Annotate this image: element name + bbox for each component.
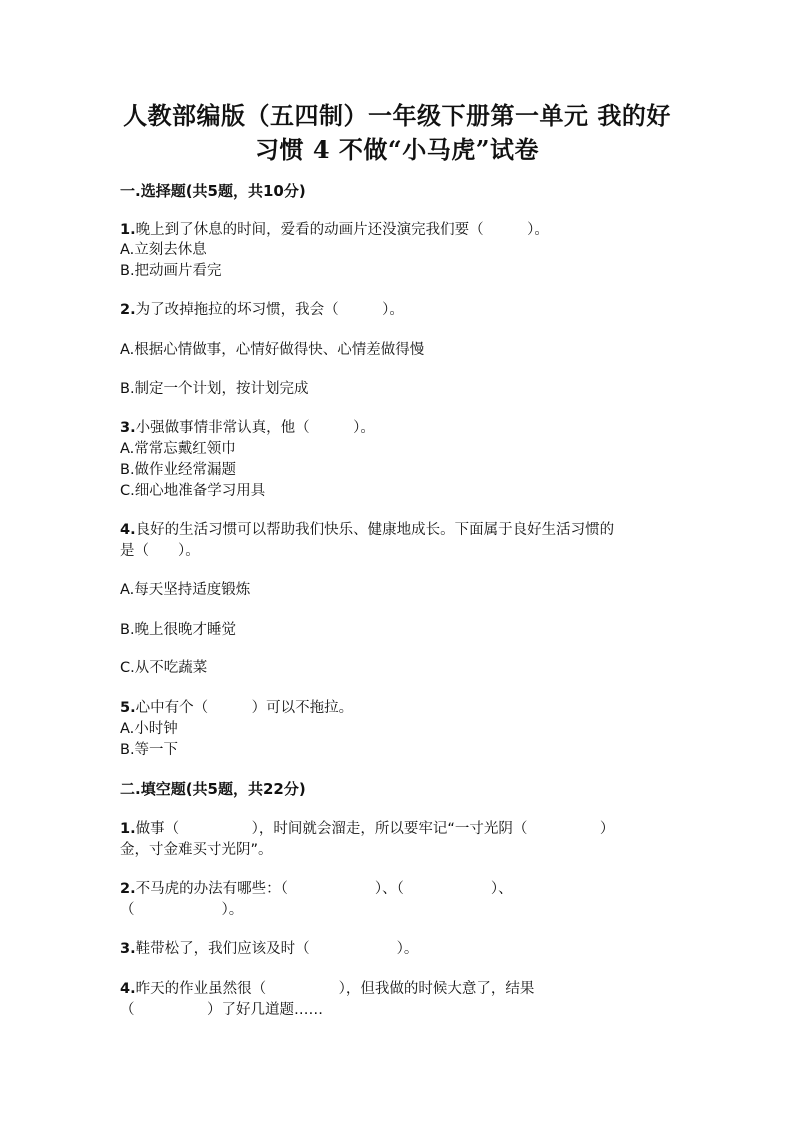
question-number: 2. <box>120 881 136 897</box>
option-c: C.细心地准备学习用具 <box>120 483 266 499</box>
question-text: 为了改掉拖拉的坏习惯，我会（ ）。 <box>135 302 404 318</box>
option-c: C.从不吃蔬菜 <box>120 660 208 676</box>
option-b: B.制定一个计划，按计划完成 <box>120 381 309 397</box>
question-4-continued: 是（ ）。 <box>120 543 200 559</box>
question-2 <box>120 298 404 319</box>
section-heading-fill-in: 二.填空题(共5题，共22分) <box>120 780 306 798</box>
question-text: 不马虎的办法有哪些：（ ）、（ ）、 <box>135 881 513 897</box>
question-number: 5. <box>120 700 136 716</box>
question-4 <box>120 518 614 539</box>
question-text: 昨天的作业虽然很（ ），但我做的时候大意了，结果 <box>135 981 535 997</box>
option-a: A.每天坚持适度锻炼 <box>120 582 251 598</box>
question-3 <box>120 416 375 437</box>
question-text: 鞋带松了，我们应该及时（ ）。 <box>135 941 419 957</box>
fill-question-1-continued: 金，寸金难买寸光阴”。 <box>120 842 273 858</box>
fill-question-3 <box>120 937 418 958</box>
fill-question-1 <box>120 817 614 838</box>
option-b: B.做作业经常漏题 <box>120 462 237 478</box>
question-number: 3. <box>120 941 136 957</box>
fill-question-4 <box>120 977 534 998</box>
question-5 <box>120 696 353 717</box>
option-a: A.小时钟 <box>120 721 178 737</box>
fill-question-2-continued: （ ）。 <box>120 902 244 918</box>
option-b: B.晚上很晚才睡觉 <box>120 622 237 638</box>
question-text: 心中有个（ ）可以不拖拉。 <box>135 700 354 716</box>
question-number: 3. <box>120 420 136 436</box>
question-text: 小强做事情非常认真，他（ ）。 <box>135 420 375 436</box>
fill-question-2 <box>120 877 513 898</box>
question-number: 4. <box>120 522 136 538</box>
option-a: A.立刻去休息 <box>120 242 207 258</box>
question-text: 良好的生活习惯可以帮助我们快乐、健康地成长。下面属于良好生活习惯的 <box>135 522 615 538</box>
question-number: 2. <box>120 302 136 318</box>
page-title-line-1: 人教部编版（五四制）一年级下册第一单元 我的好 <box>123 101 671 130</box>
page-title-line-2: 习惯 4 不做“小马虎”试卷 <box>254 135 540 164</box>
question-number: 1. <box>120 222 136 238</box>
option-b: B.等一下 <box>120 742 179 758</box>
fill-question-4-continued: （ ）了好几道题…… <box>120 1002 323 1018</box>
question-number: 1. <box>120 821 136 837</box>
question-1 <box>120 218 549 239</box>
option-a: A.常常忘戴红领巾 <box>120 441 236 457</box>
question-number: 4. <box>120 981 136 997</box>
option-b: B.把动画片看完 <box>120 263 222 279</box>
question-text: 做事（ ），时间就会溜走，所以要牢记“一寸光阴（ ） <box>135 821 615 837</box>
section-heading-choice: 一.选择题(共5题，共10分) <box>120 182 306 200</box>
question-text: 晚上到了休息的时间，爱看的动画片还没演完我们要（ ）。 <box>135 222 549 238</box>
option-a: A.根据心情做事，心情好做得快、心情差做得慢 <box>120 342 425 358</box>
